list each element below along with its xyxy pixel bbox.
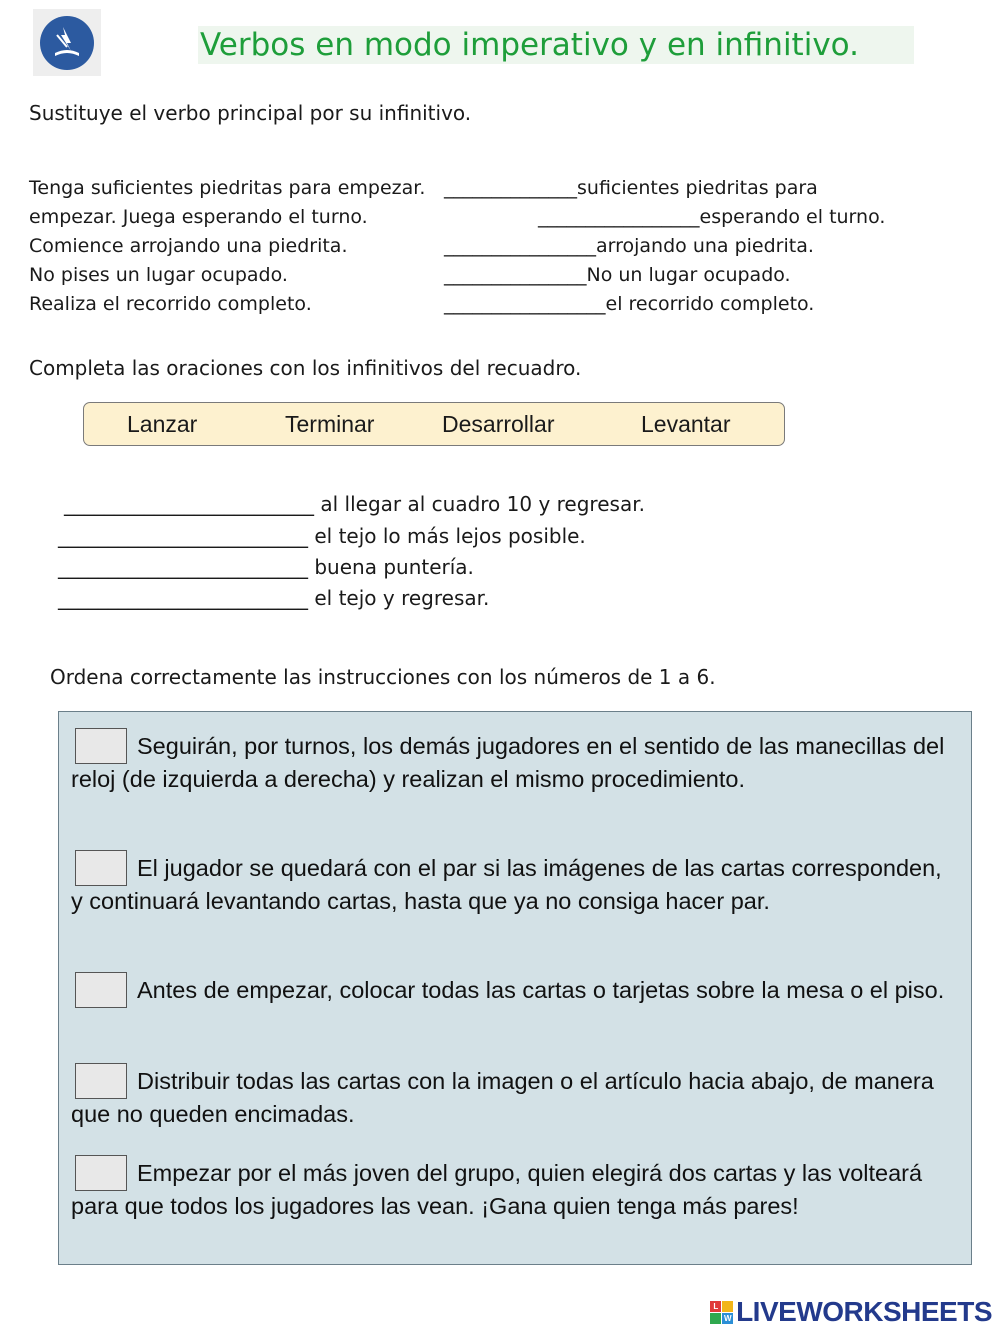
order-item	[71, 972, 951, 1008]
order-number-input[interactable]	[75, 1063, 127, 1099]
logo-square	[710, 1313, 721, 1324]
word-bank-item[interactable]: Desarrollar	[442, 411, 555, 437]
logo-square: L	[710, 1301, 721, 1312]
row-right: ______________suficientes piedritas para	[444, 177, 818, 199]
order-item-text: Distribuir todas las cartas con la imagen o el artículo hacia abajo, de manera que no queden encimadas.	[71, 1068, 934, 1127]
section1-instruction: Sustituye el verbo principal por su infinitivo.	[29, 101, 472, 125]
word-bank-item[interactable]: Terminar	[285, 411, 375, 437]
logo	[33, 9, 101, 76]
order-number-input[interactable]	[75, 728, 127, 764]
liveworksheets-brand	[710, 1296, 992, 1328]
order-item	[71, 1063, 951, 1130]
word-bank	[83, 402, 785, 446]
order-item-text: Empezar por el más joven del grupo, quien elegirá dos cartas y las volteará para que todos los jugadores las vean. ¡Gana quien tenga más pares!	[71, 1160, 923, 1219]
order-item-text: El jugador se quedará con el par si las imágenes de las cartas corresponden, y continuará levantando cartas, hasta que ya no consiga hacer par.	[71, 855, 942, 914]
row-left: Realiza el recorrido completo.	[29, 293, 312, 315]
section2-instruction: Completa las oraciones con los infinitivos del recuadro.	[29, 356, 582, 380]
row-left: No pises un lugar ocupado.	[29, 264, 288, 286]
order-number-input[interactable]	[75, 1155, 127, 1191]
order-number-input[interactable]	[75, 972, 127, 1008]
brand-text: LIVEWORKSHEETS	[736, 1296, 992, 1327]
fill-sentence: _________________________ buena puntería.	[58, 555, 474, 579]
logo-square: W	[724, 1313, 732, 1323]
section3-instruction: Ordena correctamente las instrucciones con los números de 1 a 6.	[50, 665, 716, 689]
order-item-text: Seguirán, por turnos, los demás jugadores en el sentido de las manecillas del reloj (de izquierda a derecha) y realizan el mismo procedimiento.	[71, 733, 945, 792]
row-left: empezar. Juega esperando el turno.	[29, 206, 368, 228]
word-bank-item[interactable]: Lanzar	[127, 411, 198, 437]
fill-sentence: _________________________ el tejo lo más lejos posible.	[58, 524, 586, 548]
fill-sentence: _________________________ al llegar al cuadro 10 y regresar.	[64, 492, 645, 516]
row-right: ________________arrojando una piedrita.	[444, 235, 814, 257]
order-item-text: Antes de empezar, colocar todas las cartas o tarjetas sobre la mesa o el piso.	[137, 977, 945, 1003]
word-bank-item[interactable]: Levantar	[641, 411, 731, 437]
row-right: _______________No un lugar ocupado.	[444, 264, 791, 286]
order-item	[71, 1155, 951, 1222]
row-right: _________________esperando el turno.	[538, 206, 886, 228]
order-item	[71, 728, 951, 795]
order-item	[71, 850, 951, 917]
row-right: _________________el recorrido completo.	[444, 293, 815, 315]
order-number-input[interactable]	[75, 850, 127, 886]
liveworksheets-logo-icon	[710, 1301, 733, 1324]
logo-square	[722, 1301, 733, 1312]
fill-sentence: _________________________ el tejo y regresar.	[58, 586, 490, 610]
church-logo-icon	[37, 13, 97, 73]
page-title: Verbos en modo imperativo y en infinitivo.	[198, 26, 914, 64]
row-left: Tenga suficientes piedritas para empezar.	[29, 177, 426, 199]
row-left: Comience arrojando una piedrita.	[29, 235, 348, 257]
order-panel	[58, 711, 972, 1265]
